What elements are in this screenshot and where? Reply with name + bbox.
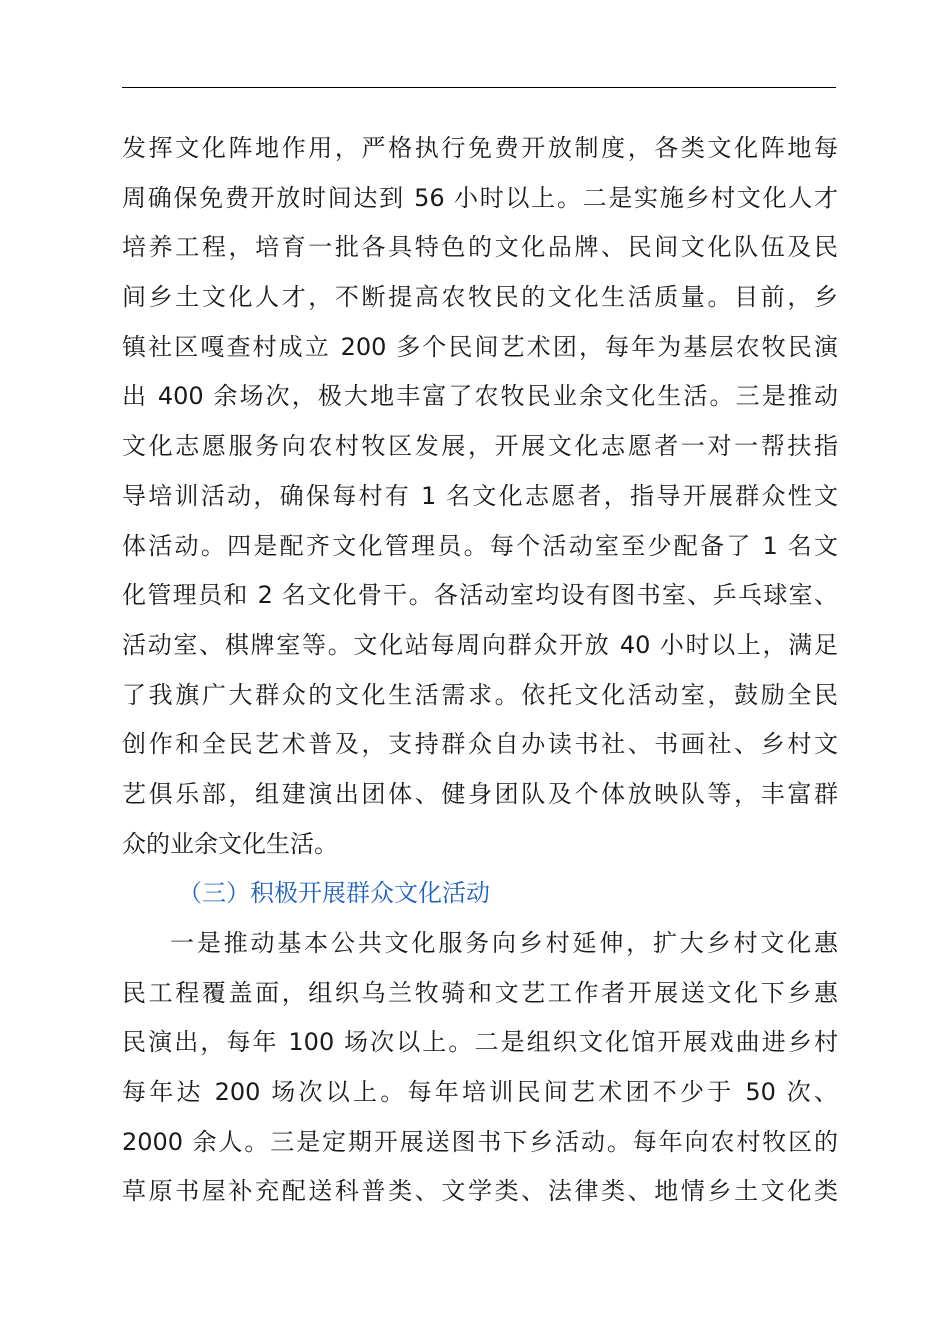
text-line: 2000 余人。三是定期开展送图书下乡活动。每年向农村牧区的: [122, 1127, 838, 1156]
document-body: [122, 124, 838, 1217]
text-line: 体活动。四是配齐文化管理员。每个活动室至少配备了 1 名文: [122, 531, 838, 560]
text-line: 化管理员和 2 名文化骨干。各活动室均设有图书室、乒乓球室、: [122, 581, 838, 610]
text-line: 间乡土文化人才，不断提高农牧民的文化生活质量。目前，乡: [122, 283, 838, 312]
text-line: 周确保免费开放时间达到 56 小时以上。二是实施乡村文化人才: [122, 183, 838, 212]
text-line: 镇社区嘎查村成立 200 多个民间艺术团，每年为基层农牧民演: [122, 332, 838, 361]
text-line: 草原书屋补充配送科普类、文学类、法律类、地情乡土文化类: [122, 1177, 838, 1206]
paragraph-2: [122, 919, 838, 1217]
text-line: 出 400 余场次，极大地丰富了农牧民业余文化生活。三是推动: [122, 382, 838, 411]
paragraph-1: [122, 124, 838, 869]
text-line: 一是推动基本公共文化服务向乡村延伸，扩大乡村文化惠: [170, 929, 838, 957]
text-line: 每年达 200 场次以上。每年培训民间艺术团不少于 50 次、: [122, 1078, 838, 1107]
text-line: 众的业余文化生活。: [122, 829, 338, 858]
text-line: 文化志愿服务向农村牧区发展，开展文化志愿者一对一帮扶指: [122, 432, 838, 461]
header-rule: [122, 87, 836, 88]
text-line: 民工程覆盖面，组织乌兰牧骑和文艺工作者开展送文化下乡惠: [122, 978, 838, 1007]
text-line: 活动室、棋牌室等。文化站每周向群众开放 40 小时以上，满足: [122, 630, 838, 659]
text-line: 创作和全民艺术普及，支持群众自办读书社、书画社、乡村文: [122, 730, 838, 759]
text-line: 培养工程，培育一批各具特色的文化品牌、民间文化队伍及民: [122, 233, 838, 262]
text-line: 发挥文化阵地作用，严格执行免费开放制度，各类文化阵地每: [122, 134, 838, 162]
text-line: 民演出，每年 100 场次以上。二是组织文化馆开展戏曲进乡村: [122, 1028, 838, 1057]
text-line: 艺俱乐部，组建演出团体、健身团队及个体放映队等，丰富群: [122, 779, 838, 808]
section-heading: （三）积极开展群众文化活动: [178, 879, 490, 908]
text-line: 了我旗广大群众的文化生活需求。依托文化活动室，鼓励全民: [122, 680, 838, 709]
text-line: 导培训活动，确保每村有 1 名文化志愿者，指导开展群众性文: [122, 481, 838, 510]
